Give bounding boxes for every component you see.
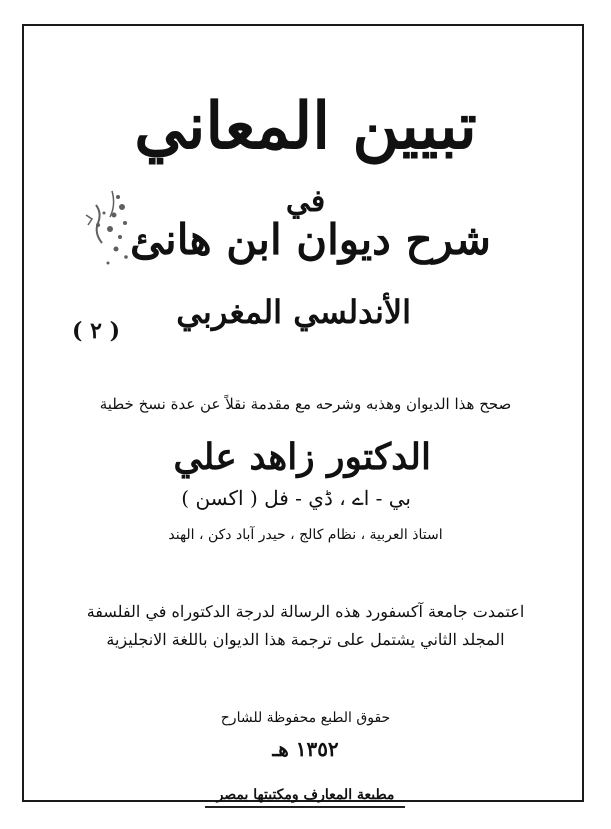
oxford-note: اعتمدت جامعة آكسفورد هذه الرسالة لدرجة الدكتوراه في الفلسفة — [86, 602, 525, 621]
publisher-underline — [205, 806, 405, 808]
book-subtitle-line2: الأندلسي المغربي — [176, 293, 411, 331]
volume-number: ( ٢ ) — [72, 318, 120, 344]
editing-note: صحح هذا الديوان وهذبه وشرحه مع مقدمة نقلاً عن عدة نسخ خطية — [99, 395, 512, 413]
book-subtitle: شرح ديوان ابن هانئ — [130, 215, 491, 264]
author-name: الدكتور زاهد علي — [173, 436, 431, 478]
book-title: تبيين المعاني — [134, 89, 477, 164]
volume-note: المجلد الثاني يشتمل على ترجمة هذا الديوان باللغة الانجليزية — [106, 630, 505, 649]
rights-notice: حقوق الطبع محفوظة للشارح — [220, 710, 391, 726]
title-connector: في — [285, 184, 326, 219]
author-position: استاذ العربية ، نظام كالج ، حيدر آباد دكن ، الهند — [168, 527, 443, 543]
publisher-name: مطبعة المعارف ومكتبتها بمصر — [216, 787, 395, 803]
author-degrees: بي - اے ، ڈي - فل ( اكسن ) — [181, 486, 411, 510]
publication-year: ١٣٥٢ هـ — [272, 737, 339, 761]
